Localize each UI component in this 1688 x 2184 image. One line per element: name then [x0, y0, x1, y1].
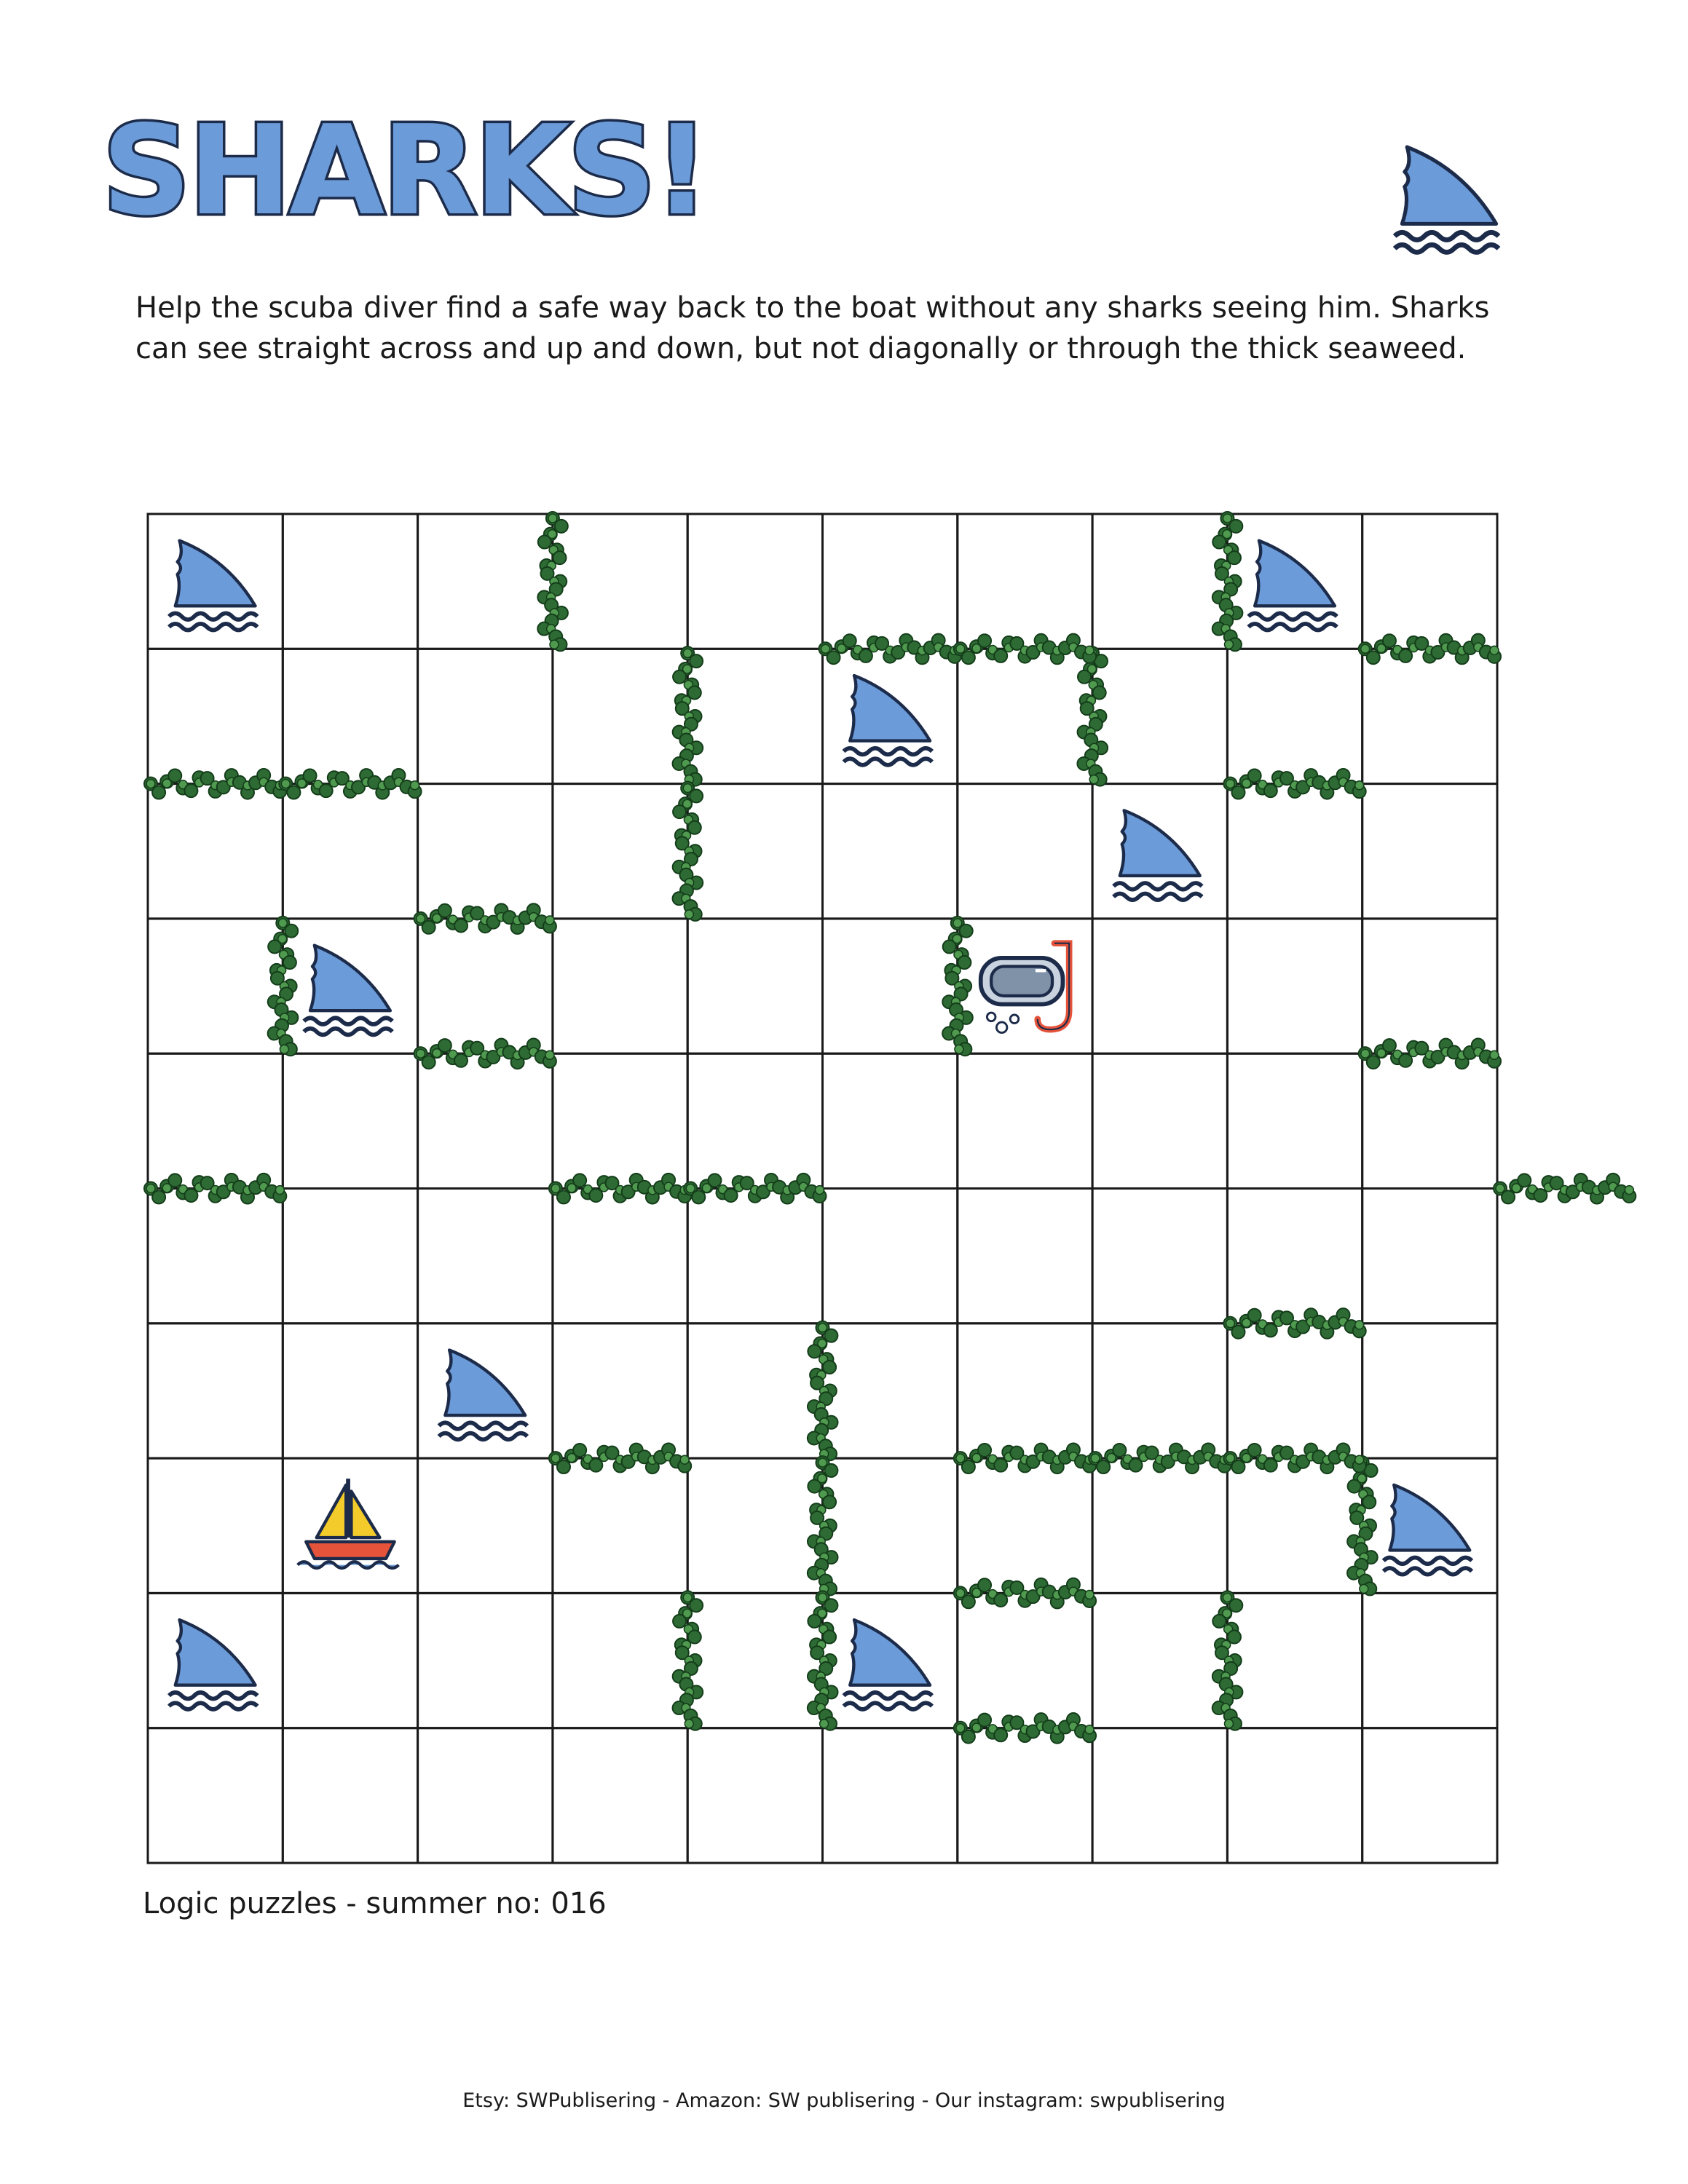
- grid-cell[interactable]: [418, 1053, 553, 1188]
- grid-cell[interactable]: [687, 1053, 822, 1188]
- grid-cell[interactable]: [148, 1189, 283, 1324]
- grid-cell[interactable]: [553, 1189, 687, 1324]
- grid-cell[interactable]: [1362, 784, 1497, 919]
- grid-cell[interactable]: [418, 649, 553, 783]
- shark-fin-icon: [844, 1620, 932, 1709]
- grid-cell[interactable]: [687, 1728, 822, 1863]
- grid-cell[interactable]: [1092, 1324, 1227, 1458]
- shark-fin-icon: [169, 1620, 257, 1709]
- grid-cell[interactable]: [958, 1053, 1092, 1188]
- seaweed-wall: [1494, 1174, 1636, 1204]
- grid-cell[interactable]: [418, 1189, 553, 1324]
- seaweed-wall: [549, 1174, 691, 1204]
- grid-cell[interactable]: [418, 1458, 553, 1593]
- grid-cell[interactable]: [148, 1728, 283, 1863]
- grid-cell[interactable]: [1227, 1728, 1362, 1863]
- seaweed-wall: [819, 634, 961, 665]
- grid-cell[interactable]: [687, 784, 822, 919]
- grid-cell[interactable]: [1227, 784, 1362, 919]
- seaweed-wall: [268, 917, 299, 1056]
- grid-cell[interactable]: [1092, 1458, 1227, 1593]
- grid-cell[interactable]: [1227, 919, 1362, 1053]
- grid-cell[interactable]: [958, 1189, 1092, 1324]
- grid-cell[interactable]: [687, 1189, 822, 1324]
- grid-cell[interactable]: [1092, 1593, 1227, 1728]
- grid-cell[interactable]: [958, 514, 1092, 649]
- seaweed-wall: [954, 1443, 1096, 1473]
- seaweed-wall: [1347, 1456, 1378, 1595]
- grid-cell[interactable]: [553, 514, 687, 649]
- grid-cell[interactable]: [958, 784, 1092, 919]
- shark-fin-icon: [169, 541, 257, 630]
- grid-cell[interactable]: [958, 1728, 1092, 1863]
- grid-cell[interactable]: [283, 1728, 417, 1863]
- grid-cell[interactable]: [283, 514, 417, 649]
- grid-cell[interactable]: [1092, 1189, 1227, 1324]
- grid-cell[interactable]: [148, 649, 283, 783]
- grid-cell[interactable]: [553, 649, 687, 783]
- grid-cell[interactable]: [148, 1324, 283, 1458]
- grid-cell[interactable]: [1092, 1053, 1227, 1188]
- grid-cell[interactable]: [553, 1324, 687, 1458]
- grid-cell[interactable]: [553, 1458, 687, 1593]
- grid-cell[interactable]: [1362, 1728, 1497, 1863]
- shark-fin-icon: [1113, 810, 1202, 900]
- grid-cell[interactable]: [283, 1053, 417, 1188]
- seaweed-wall: [954, 1713, 1096, 1744]
- seaweed-wall: [942, 917, 973, 1056]
- grid-cell[interactable]: [823, 1458, 958, 1593]
- seaweed-wall: [144, 769, 286, 799]
- grid-cell[interactable]: [418, 514, 553, 649]
- grid-cell[interactable]: [823, 1324, 958, 1458]
- grid-cell[interactable]: [553, 1593, 687, 1728]
- seaweed-wall: [954, 1578, 1096, 1609]
- grid-cell[interactable]: [1227, 649, 1362, 783]
- grid-cell[interactable]: [823, 1053, 958, 1188]
- grid-cell[interactable]: [1227, 1593, 1362, 1728]
- grid-cell[interactable]: [1362, 1189, 1497, 1324]
- grid-cell[interactable]: [1362, 514, 1497, 649]
- shark-fin-icon: [1248, 541, 1336, 630]
- seaweed-wall: [537, 512, 568, 651]
- grid-cell[interactable]: [1227, 1053, 1362, 1188]
- grid-cell[interactable]: [148, 784, 283, 919]
- grid-cell[interactable]: [1092, 1728, 1227, 1863]
- grid-cell[interactable]: [1092, 919, 1227, 1053]
- grid-cell[interactable]: [687, 1458, 822, 1593]
- grid-cell[interactable]: [687, 514, 822, 649]
- grid-cell[interactable]: [1362, 1324, 1497, 1458]
- seaweed-wall: [1089, 1443, 1231, 1473]
- seaweed-wall: [673, 782, 703, 921]
- grid-cell[interactable]: [553, 784, 687, 919]
- puzzle-caption: Logic puzzles - summer no: 016: [143, 1887, 607, 1920]
- grid-cell[interactable]: [1092, 649, 1227, 783]
- seaweed-wall: [1223, 769, 1365, 799]
- grid-cell[interactable]: [823, 919, 958, 1053]
- grid-cell[interactable]: [283, 1189, 417, 1324]
- instructions: Help the scuba diver find a safe way back to the boat without any sharks seeing him. Sharks can see straight across and up and down, but not diagonally or through the thick seaweed.: [135, 291, 1490, 365]
- grid-cell[interactable]: [553, 919, 687, 1053]
- grid-cell[interactable]: [958, 1324, 1092, 1458]
- grid-cell[interactable]: [1362, 649, 1497, 783]
- shark-fin-icon: [439, 1350, 527, 1439]
- grid-cell[interactable]: [823, 1728, 958, 1863]
- grid-cell[interactable]: [687, 1324, 822, 1458]
- grid-cell[interactable]: [687, 1593, 822, 1728]
- seaweed-wall: [1359, 1039, 1501, 1069]
- grid-cell[interactable]: [1362, 1593, 1497, 1728]
- shark-fin-icon: [304, 946, 392, 1035]
- grid-cell[interactable]: [418, 919, 553, 1053]
- seaweed-wall: [808, 1456, 838, 1595]
- grid-cell[interactable]: [283, 1324, 417, 1458]
- grid-cell[interactable]: [1227, 1458, 1362, 1593]
- grid-cell[interactable]: [418, 1593, 553, 1728]
- diver-mask-icon: [981, 943, 1069, 1033]
- grid-cell[interactable]: [148, 919, 283, 1053]
- seaweed-wall: [808, 1591, 838, 1730]
- seaweed-wall: [144, 1174, 286, 1204]
- grid-cell[interactable]: [958, 1593, 1092, 1728]
- grid-cell[interactable]: [823, 1189, 958, 1324]
- grid-cell[interactable]: [1092, 514, 1227, 649]
- seaweed-wall: [673, 646, 703, 786]
- shark-fin-icon: [1384, 1485, 1472, 1575]
- seaweed-wall: [1212, 1591, 1243, 1730]
- grid-cell[interactable]: [553, 1728, 687, 1863]
- grid-cell[interactable]: [687, 919, 822, 1053]
- footer-credits: Etsy: SWPublisering - Amazon: SW publisering - Our instagram: swpublisering: [462, 2089, 1226, 2112]
- seaweed-wall: [414, 903, 556, 934]
- seaweed-wall: [684, 1174, 826, 1204]
- seaweed-wall: [1359, 634, 1501, 665]
- grid-cell[interactable]: [1362, 1053, 1497, 1188]
- grid-cell[interactable]: [283, 784, 417, 919]
- seaweed-wall: [279, 769, 421, 799]
- grid-cell[interactable]: [148, 1053, 283, 1188]
- grid-cell[interactable]: [418, 784, 553, 919]
- grid-cell[interactable]: [283, 1593, 417, 1728]
- grid-cell[interactable]: [1362, 919, 1497, 1053]
- grid-cell[interactable]: [687, 649, 822, 783]
- grid-cell[interactable]: [958, 1458, 1092, 1593]
- seaweed-wall: [954, 634, 1096, 665]
- seaweed-wall: [673, 1591, 703, 1730]
- seaweed-wall: [1223, 1308, 1365, 1339]
- shark-fin-icon: [844, 676, 932, 765]
- grid-cell[interactable]: [823, 514, 958, 649]
- grid-cell[interactable]: [283, 649, 417, 783]
- sailboat-icon: [298, 1479, 399, 1568]
- page-title: SHARKS!: [102, 99, 707, 243]
- grid-cell[interactable]: [1227, 1189, 1362, 1324]
- grid-cell[interactable]: [958, 649, 1092, 783]
- seaweed-wall: [549, 1443, 691, 1473]
- grid-cell[interactable]: [148, 1458, 283, 1593]
- grid-cell[interactable]: [823, 784, 958, 919]
- seaweed-wall: [414, 1039, 556, 1069]
- grid-cell[interactable]: [418, 1728, 553, 1863]
- seaweed-wall: [808, 1321, 838, 1460]
- seaweed-wall: [1077, 646, 1108, 786]
- seaweed-wall: [1223, 1443, 1365, 1473]
- seaweed-wall: [1212, 512, 1243, 651]
- grid-cell[interactable]: [553, 1053, 687, 1188]
- grid-cell[interactable]: [1227, 1324, 1362, 1458]
